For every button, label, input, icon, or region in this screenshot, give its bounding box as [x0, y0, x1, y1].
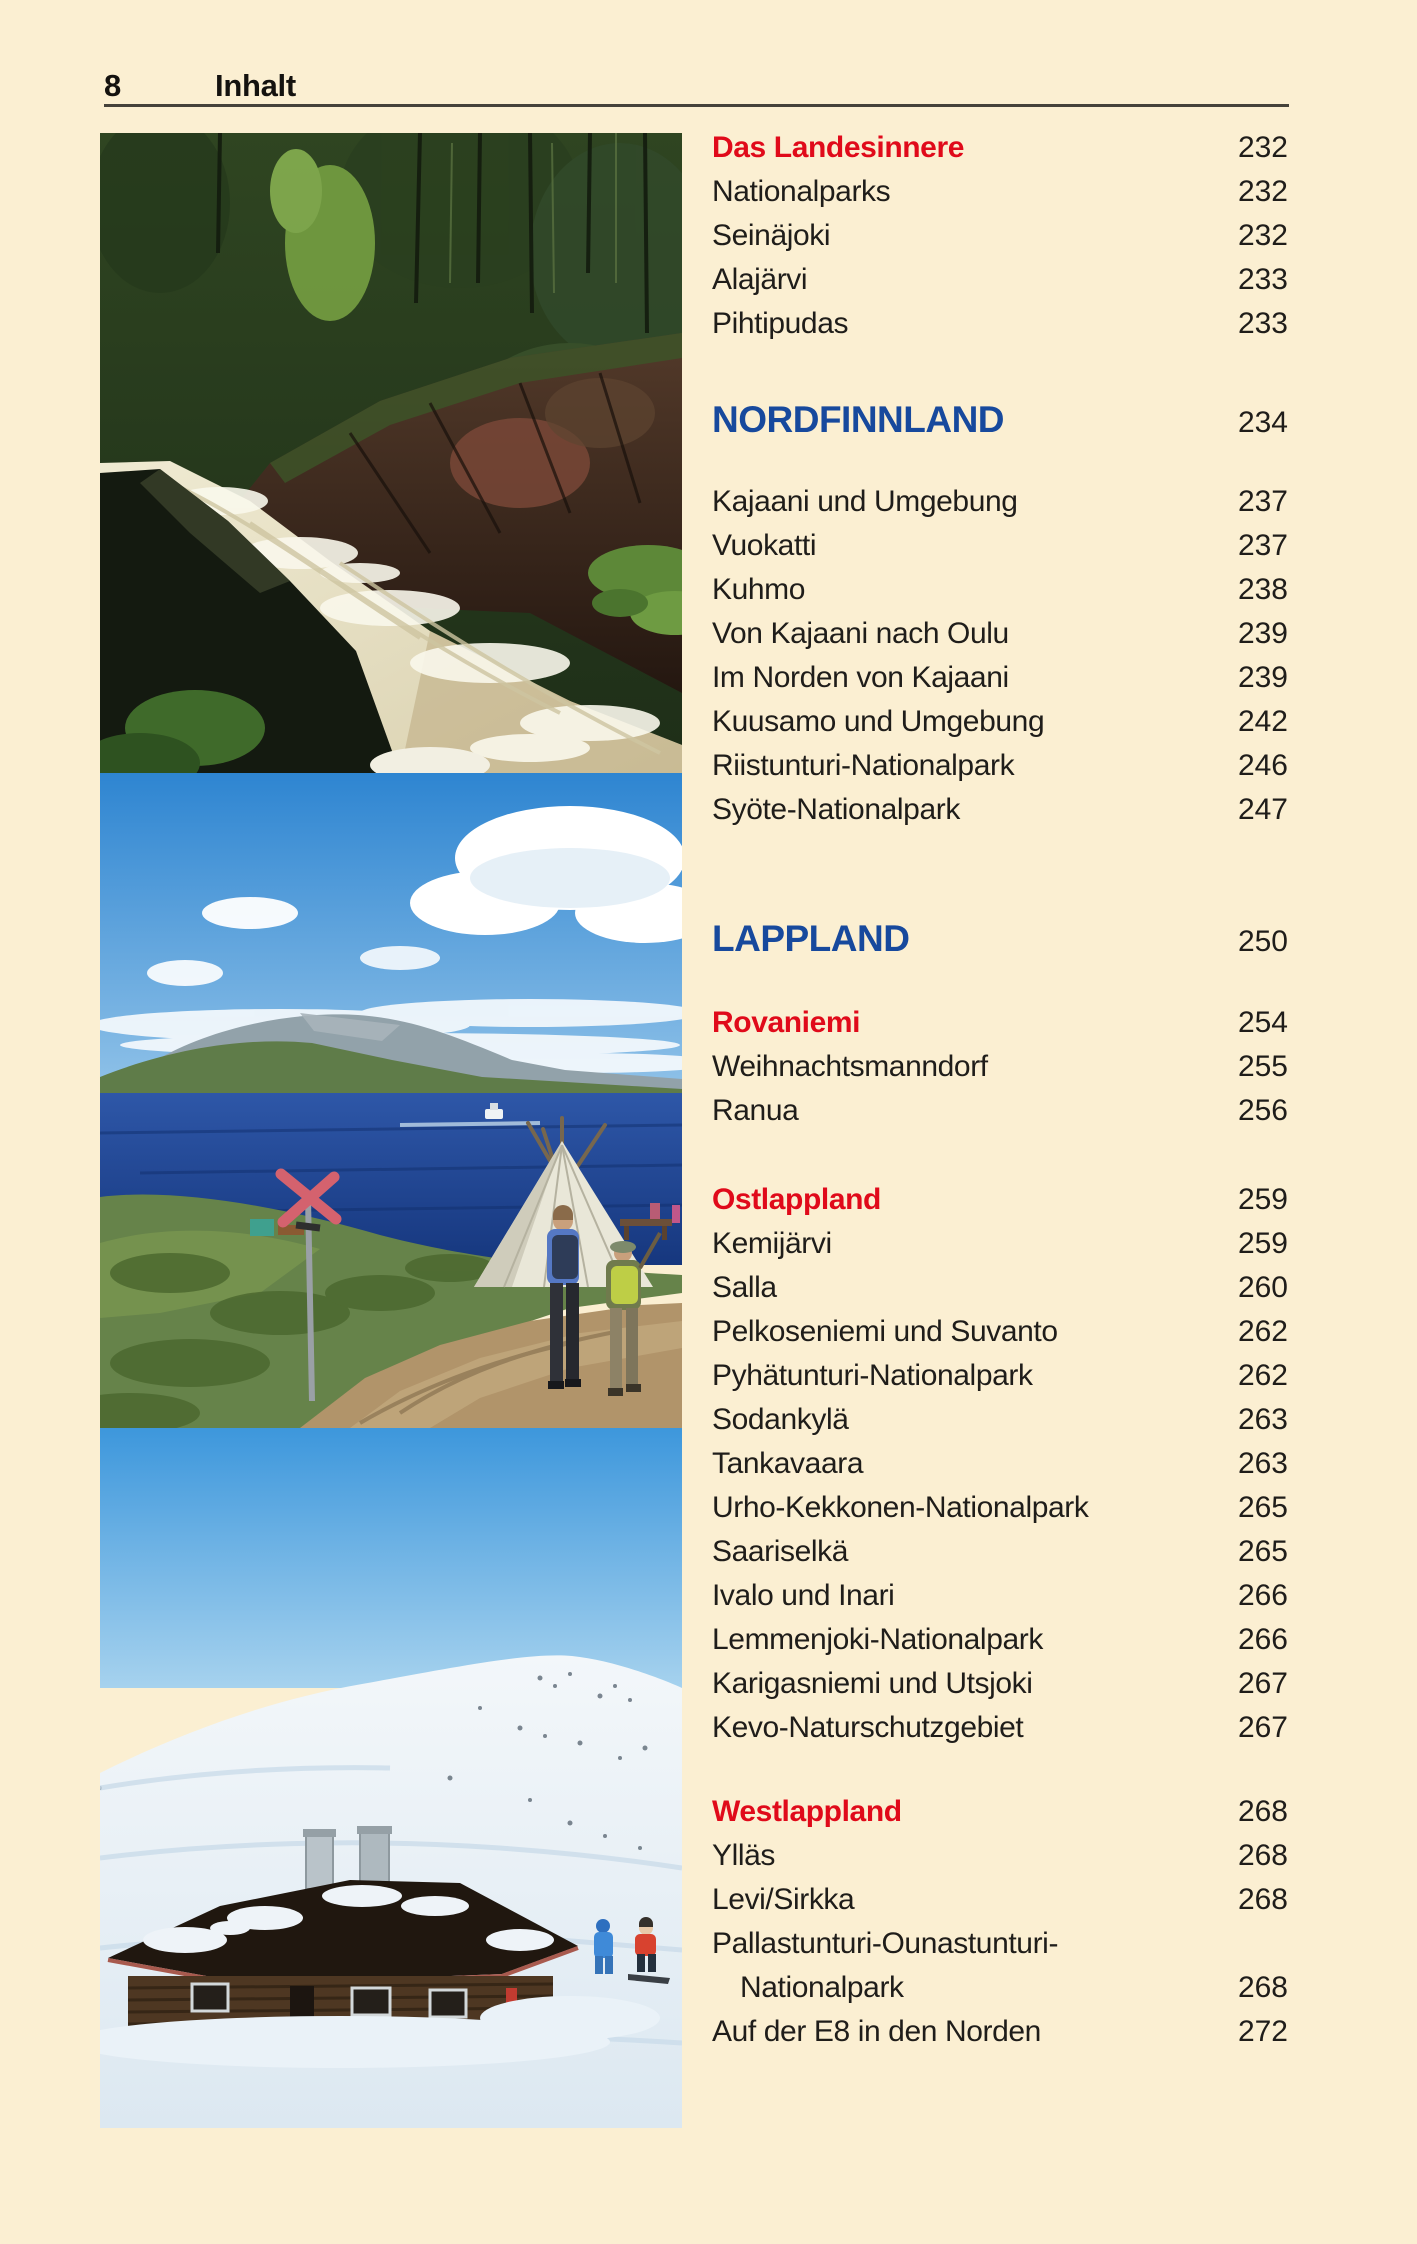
photo-river-rapids — [100, 133, 682, 773]
toc-entry-page: 263 — [1237, 1447, 1288, 1480]
table-of-contents — [712, 126, 1288, 2054]
toc-entry-page: 239 — [1237, 617, 1288, 650]
toc-entry-page: 265 — [1237, 1491, 1288, 1524]
toc-entry-label: Ylläs — [712, 1839, 776, 1872]
toc-row[interactable] — [712, 1530, 1288, 1574]
toc-entry-label: Saariselkä — [712, 1535, 849, 1568]
toc-entry-page: 267 — [1237, 1667, 1288, 1700]
toc-entry-label: Kajaani und Umgebung — [712, 485, 1018, 518]
toc-entry-label: Syöte-Nationalpark — [712, 793, 960, 826]
toc-row[interactable] — [712, 1834, 1288, 1878]
toc-row[interactable] — [712, 1310, 1288, 1354]
header-rule — [104, 104, 1289, 107]
toc-entry-label: Nationalparks — [712, 175, 891, 208]
toc-row[interactable] — [712, 1222, 1288, 1266]
toc-entry-page: 233 — [1237, 307, 1288, 340]
toc-row[interactable] — [712, 1662, 1288, 1706]
toc-entry-page: 259 — [1237, 1183, 1288, 1216]
toc-entry-page: 268 — [1237, 1839, 1288, 1872]
toc-entry-label: Alajärvi — [712, 263, 808, 296]
toc-entry-label: Riistunturi-Nationalpark — [712, 749, 1015, 782]
toc-entry-label: Pyhätunturi-Nationalpark — [712, 1359, 1033, 1392]
toc-entry-label: Sodankylä — [712, 1403, 849, 1436]
toc-row[interactable] — [712, 1178, 1288, 1222]
toc-entry-label: Pelkoseniemi und Suvanto — [712, 1315, 1058, 1348]
toc-row[interactable] — [712, 1486, 1288, 1530]
toc-entry-label: Levi/Sirkka — [712, 1883, 855, 1916]
toc-entry-page: 233 — [1237, 263, 1288, 296]
toc-row[interactable] — [712, 214, 1288, 258]
toc-entry-label: Ranua — [712, 1094, 799, 1127]
toc-entry-page: 250 — [1237, 925, 1288, 958]
toc-entry-label: Kuusamo und Umgebung — [712, 705, 1045, 738]
toc-entry-label: NORDFINNLAND — [712, 399, 1005, 440]
toc-entry-page: 256 — [1237, 1094, 1288, 1127]
toc-row[interactable] — [712, 1398, 1288, 1442]
toc-row[interactable] — [712, 1966, 1288, 2010]
toc-entry-page: 260 — [1237, 1271, 1288, 1304]
toc-entry-page: 254 — [1237, 1006, 1288, 1039]
toc-row[interactable] — [712, 1618, 1288, 1662]
toc-entry-page: 268 — [1237, 1795, 1288, 1828]
toc-entry-label: Weihnachtsmanndorf — [712, 1050, 988, 1083]
toc-row[interactable] — [712, 612, 1288, 656]
toc-row[interactable] — [712, 302, 1288, 346]
toc-entry-page: 255 — [1237, 1050, 1288, 1083]
toc-entry-label: Salla — [712, 1271, 777, 1304]
toc-entry-label: Karigasniemi und Utsjoki — [712, 1667, 1033, 1700]
toc-entry-page: 237 — [1237, 529, 1288, 562]
toc-row[interactable] — [712, 1354, 1288, 1398]
toc-entry-page: 234 — [1237, 406, 1288, 439]
toc-entry-page: 247 — [1237, 793, 1288, 826]
toc-entry-page: 268 — [1237, 1971, 1288, 2004]
toc-row[interactable] — [712, 744, 1288, 788]
toc-row[interactable] — [712, 258, 1288, 302]
toc-entry-page: 239 — [1237, 661, 1288, 694]
photo-snow-cabin — [100, 1428, 682, 2128]
toc-entry-label: Seinäjoki — [712, 219, 831, 252]
toc-entry-page: 232 — [1237, 175, 1288, 208]
toc-entry-page: 263 — [1237, 1403, 1288, 1436]
page-title: Inhalt — [215, 68, 296, 103]
toc-entry-label: Lemmenjoki-Nationalpark — [712, 1623, 1043, 1656]
toc-entry-page: 242 — [1237, 705, 1288, 738]
toc-entry-label: Im Norden von Kajaani — [712, 661, 1009, 694]
toc-row[interactable] — [712, 1001, 1288, 1045]
toc-row[interactable] — [712, 1089, 1288, 1133]
toc-row[interactable] — [712, 788, 1288, 832]
toc-entry-label: Urho-Kekkonen-Nationalpark — [712, 1491, 1089, 1524]
toc-row[interactable] — [712, 1442, 1288, 1486]
toc-entry-label: Pihtipudas — [712, 307, 849, 340]
toc-entry-page: 262 — [1237, 1315, 1288, 1348]
toc-entry-page: 237 — [1237, 485, 1288, 518]
toc-row[interactable] — [712, 917, 1288, 961]
page-number: 8 — [104, 68, 122, 103]
toc-row[interactable] — [712, 480, 1288, 524]
toc-entry-label: Auf der E8 in den Norden — [712, 2015, 1041, 2048]
toc-entry-label: Westlappland — [712, 1795, 902, 1828]
toc-entry-page: 232 — [1237, 131, 1288, 164]
toc-row[interactable] — [712, 656, 1288, 700]
toc-entry-page: 267 — [1237, 1711, 1288, 1744]
toc-entry-page: 266 — [1237, 1623, 1288, 1656]
toc-row[interactable] — [712, 1790, 1288, 1834]
toc-entry-label: Von Kajaani nach Oulu — [712, 617, 1009, 650]
toc-entry-page: 246 — [1237, 749, 1288, 782]
toc-entry-label: Nationalpark — [740, 1971, 904, 2004]
toc-entry-label: LAPPLAND — [712, 918, 910, 959]
toc-entry-label: Ivalo und Inari — [712, 1579, 895, 1612]
toc-entry-page: 272 — [1237, 2015, 1288, 2048]
toc-entry-page: 259 — [1237, 1227, 1288, 1260]
toc-row[interactable] — [712, 524, 1288, 568]
toc-entry-page: 238 — [1237, 573, 1288, 606]
toc-row[interactable] — [712, 2010, 1288, 2054]
toc-row[interactable] — [712, 126, 1288, 170]
toc-entry-page: 268 — [1237, 1883, 1288, 1916]
toc-entry-page: 266 — [1237, 1579, 1288, 1612]
toc-entry-label: Kuhmo — [712, 573, 806, 606]
toc-entry-label: Tankavaara — [712, 1447, 864, 1480]
toc-row[interactable] — [712, 1922, 1288, 1966]
toc-entry-label: Vuokatti — [712, 529, 817, 562]
toc-row[interactable] — [712, 1574, 1288, 1618]
toc-entry-label: Rovaniemi — [712, 1006, 861, 1039]
toc-entry-label: Ostlappland — [712, 1183, 881, 1216]
toc-entry-page: 232 — [1237, 219, 1288, 252]
toc-entry-label: Kevo-Naturschutzgebiet — [712, 1711, 1024, 1744]
toc-row[interactable] — [712, 398, 1288, 442]
toc-entry-label: Das Landesinnere — [712, 131, 965, 164]
toc-entry-page: 265 — [1237, 1535, 1288, 1568]
toc-row[interactable] — [712, 1045, 1288, 1089]
photo-lake-lavvu-hikers — [100, 773, 682, 1428]
toc-entry-label: Kemijärvi — [712, 1227, 832, 1260]
toc-row[interactable] — [712, 1266, 1288, 1310]
toc-entry-page: 262 — [1237, 1359, 1288, 1392]
toc-row[interactable] — [712, 568, 1288, 612]
toc-row[interactable] — [712, 1706, 1288, 1750]
toc-row[interactable] — [712, 700, 1288, 744]
toc-row[interactable] — [712, 1878, 1288, 1922]
toc-row[interactable] — [712, 170, 1288, 214]
toc-entry-label: Pallastunturi-Ounastunturi- — [712, 1927, 1059, 1960]
